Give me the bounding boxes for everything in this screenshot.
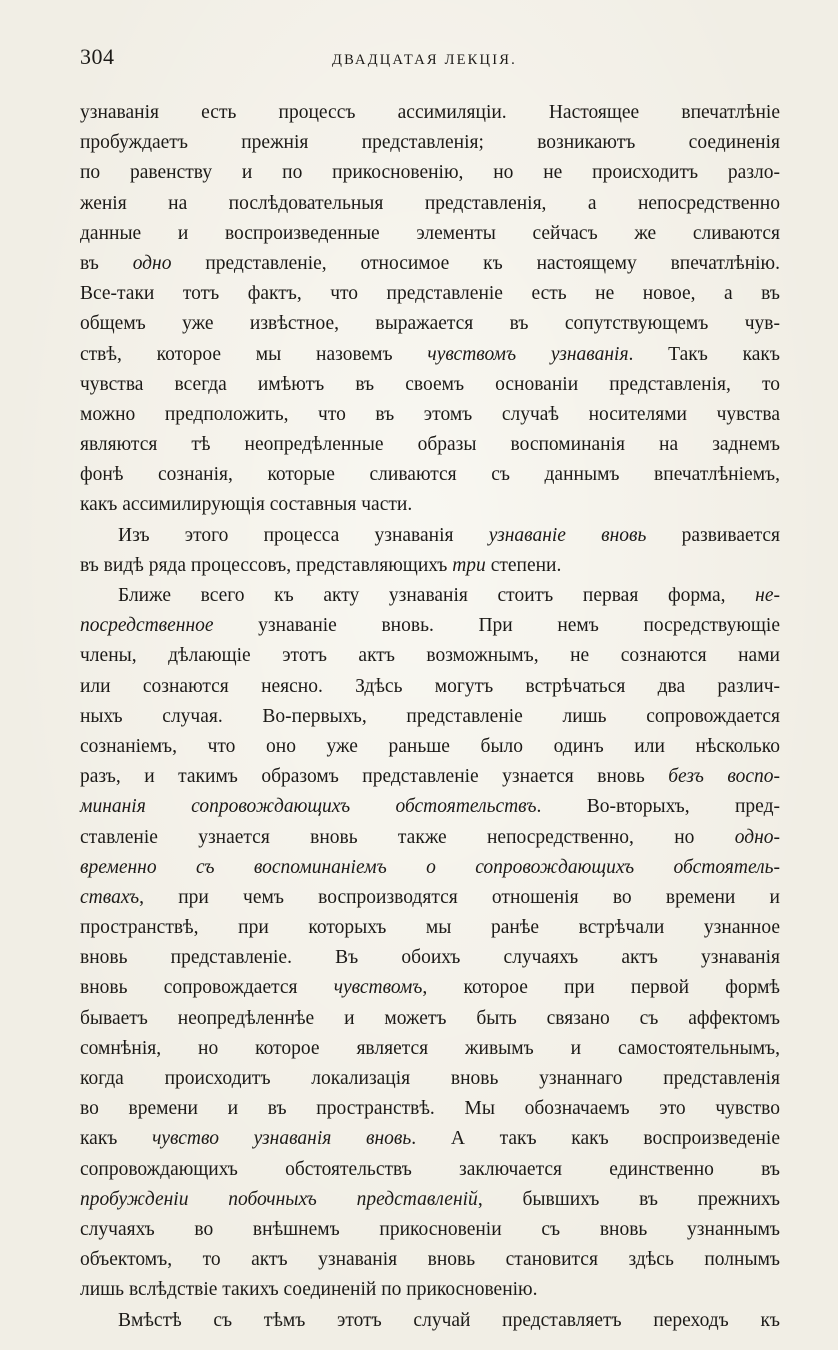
text-line [80,1064,780,1094]
text-segment: можно предположить, что въ этомъ случаѣ носителями чувства [80,403,780,425]
italic-text: не- [755,585,780,606]
text-segment: когда происходитъ локализацiя вновь узнаннаго представленiя [80,1068,780,1089]
text-segment: ныхъ случая. Во-первыхъ, представленiе лишь сопровождается [80,705,780,727]
text-segment: сознанiемъ, что оно уже раньше было одинъ или нѣсколько [80,735,780,757]
text-segment: какъ ассимилирующiя составныя части. [80,494,413,516]
text-line [80,1004,780,1034]
text-line [80,1275,780,1305]
text-segment: , которое при первой формѣ [422,977,781,999]
text-line [80,1034,780,1064]
text-segment: Все-таки тотъ фактъ, что представленiе есть не новое, а въ [80,283,780,305]
text-segment: представленiе, относимое къ настоящему впечатлѣнiю. [171,252,780,274]
text-segment: какъ [80,1128,153,1150]
italic-text: временно съ воспоминанiемъ о сопровождающихъ обстоятель- [80,856,780,878]
text-segment: въ видѣ ряда процессовъ, представляющихъ [80,554,453,576]
italic-text: безъ воспо- [668,766,780,788]
text-segment: женiя на послѣдовательныя представленiя, а непосредственно [80,192,780,214]
text-line [80,1094,780,1124]
text-line [80,702,780,732]
text-segment: по равенству и по прикосновенiю, но не происходитъ разло- [80,162,780,184]
text-line [80,1124,780,1154]
text-segment: Изъ этого процесса узнаванiя [118,524,489,546]
text-line [80,581,780,611]
text-line [80,551,780,581]
body-text [80,98,780,1336]
text-line [80,611,780,641]
text-line [80,189,780,219]
text-segment: Вмѣстѣ съ тѣмъ этотъ случай представляетъ переходъ къ [118,1309,780,1331]
text-line [80,128,780,158]
text-line [80,219,780,249]
text-line [80,400,780,430]
text-segment: члены, дѣлающiе этотъ актъ возможнымъ, не сознаются нами [80,645,780,667]
text-segment: лишь вслѣдствiе такихъ соединенiй по прикосновенiю. [80,1279,538,1301]
text-line [80,340,780,370]
text-segment: , бывшихъ въ прежнихъ [477,1188,780,1210]
italic-text: узнаванiе вновь [488,524,647,546]
text-segment: данные и воспроизведенные элементы сейчасъ же сливаются [80,222,780,244]
text-line [80,1185,780,1215]
text-segment: ствѣ, которое мы назовемъ [80,343,428,365]
text-segment: являются тѣ неопредѣленные образы воспоминанiя на заднемъ [80,434,780,456]
text-line [80,521,780,551]
text-line [80,853,780,883]
page-number: 304 [80,44,115,69]
text-line [80,370,780,400]
text-segment: случаяхъ во внѣшнемъ прикосновенiи съ вновь узнаннымъ [80,1218,780,1240]
text-segment: вновь сопровождается [80,977,334,999]
text-line [80,792,780,822]
text-segment: . А такъ какъ воспроизведенiе [411,1128,780,1150]
text-segment: фонѣ сознанiя, которые сливаются съ даннымъ впечатлѣнiемъ, [80,464,780,486]
text-segment: разъ, и такимъ образомъ представленiе узнается вновь [80,766,669,788]
text-segment: сопровождающихъ обстоятельствъ заключается единственно въ [80,1158,780,1180]
running-head [80,44,780,78]
text-line [80,309,780,339]
italic-text: посредственное [80,615,214,637]
text-line [80,1306,780,1336]
text-line [80,490,780,520]
text-line [80,1215,780,1245]
text-segment: или сознаются неясно. Здѣсь могутъ встрѣчаться два различ- [80,675,780,697]
text-line [80,973,780,1003]
italic-text: минанiя сопровождающихъ обстоятельствъ [80,796,537,818]
text-line [80,460,780,490]
text-segment: . Такъ какъ [628,343,780,365]
running-title: ДВАДЦАТАЯ ЛЕКЦIЯ. [332,52,517,68]
italic-text: ствахъ [80,886,140,908]
text-segment: пробуждаетъ прежнiя представленiя; возникаютъ соединенiя [80,132,780,154]
text-line [80,913,780,943]
text-segment: . Во-вторыхъ, пред- [536,796,780,818]
text-line [80,249,780,279]
text-segment: вновь представленiе. Въ обоихъ случаяхъ актъ узнаванiя [80,947,780,969]
italic-text: чувствомъ [333,977,423,999]
text-segment: въ [80,252,133,274]
text-line [80,672,780,702]
text-segment: узнаванiе вновь. При немъ посредствующiе [213,615,780,637]
text-line [80,430,780,460]
text-segment: ставленiе узнается вновь также непосредственно, но [80,826,735,848]
text-segment: узнаванiя есть процессъ ассимиляцiи. Настоящее впечатлѣнiе [80,102,780,123]
text-segment: , при чемъ воспроизводятся отношенiя во времени и [139,886,780,908]
text-segment: Ближе всего къ акту узнаванiя стоитъ первая форма, [118,585,756,606]
italic-text: чувство узнаванiя вновь [152,1128,412,1150]
text-line [80,98,780,128]
text-line [80,158,780,188]
italic-text: пробужденiи побочныхъ представленiй [80,1188,478,1210]
text-segment: во времени и въ пространствѣ. Мы обозначаемъ это чувство [80,1098,780,1120]
text-line [80,1155,780,1185]
text-segment: пространствѣ, при которыхъ мы ранѣе встрѣчали узнанное [80,917,780,939]
text-segment: развивается [646,524,781,546]
text-segment: бываетъ неопредѣленнѣе и можетъ быть связано съ аффектомъ [80,1007,780,1029]
text-line [80,641,780,671]
text-segment: общемъ уже извѣстное, выражается въ сопутствующемъ чув- [80,313,780,335]
text-line [80,883,780,913]
text-line [80,1245,780,1275]
text-segment: чувства всегда имѣютъ въ своемъ основанiи представленiя, то [80,373,780,395]
italic-text: одно- [734,826,780,848]
text-line [80,279,780,309]
text-segment: степени. [485,554,562,576]
italic-text: чувствомъ узнаванiя [427,343,629,365]
text-line [80,823,780,853]
text-segment: объектомъ, то актъ узнаванiя вновь становится здѣсь полнымъ [80,1249,780,1271]
text-line [80,732,780,762]
text-segment: сомнѣнiя, но которое является живымъ и самостоятельнымъ, [80,1037,780,1059]
italic-text: три [452,554,486,576]
text-line [80,943,780,973]
italic-text: одно [132,252,172,274]
text-line [80,762,780,792]
